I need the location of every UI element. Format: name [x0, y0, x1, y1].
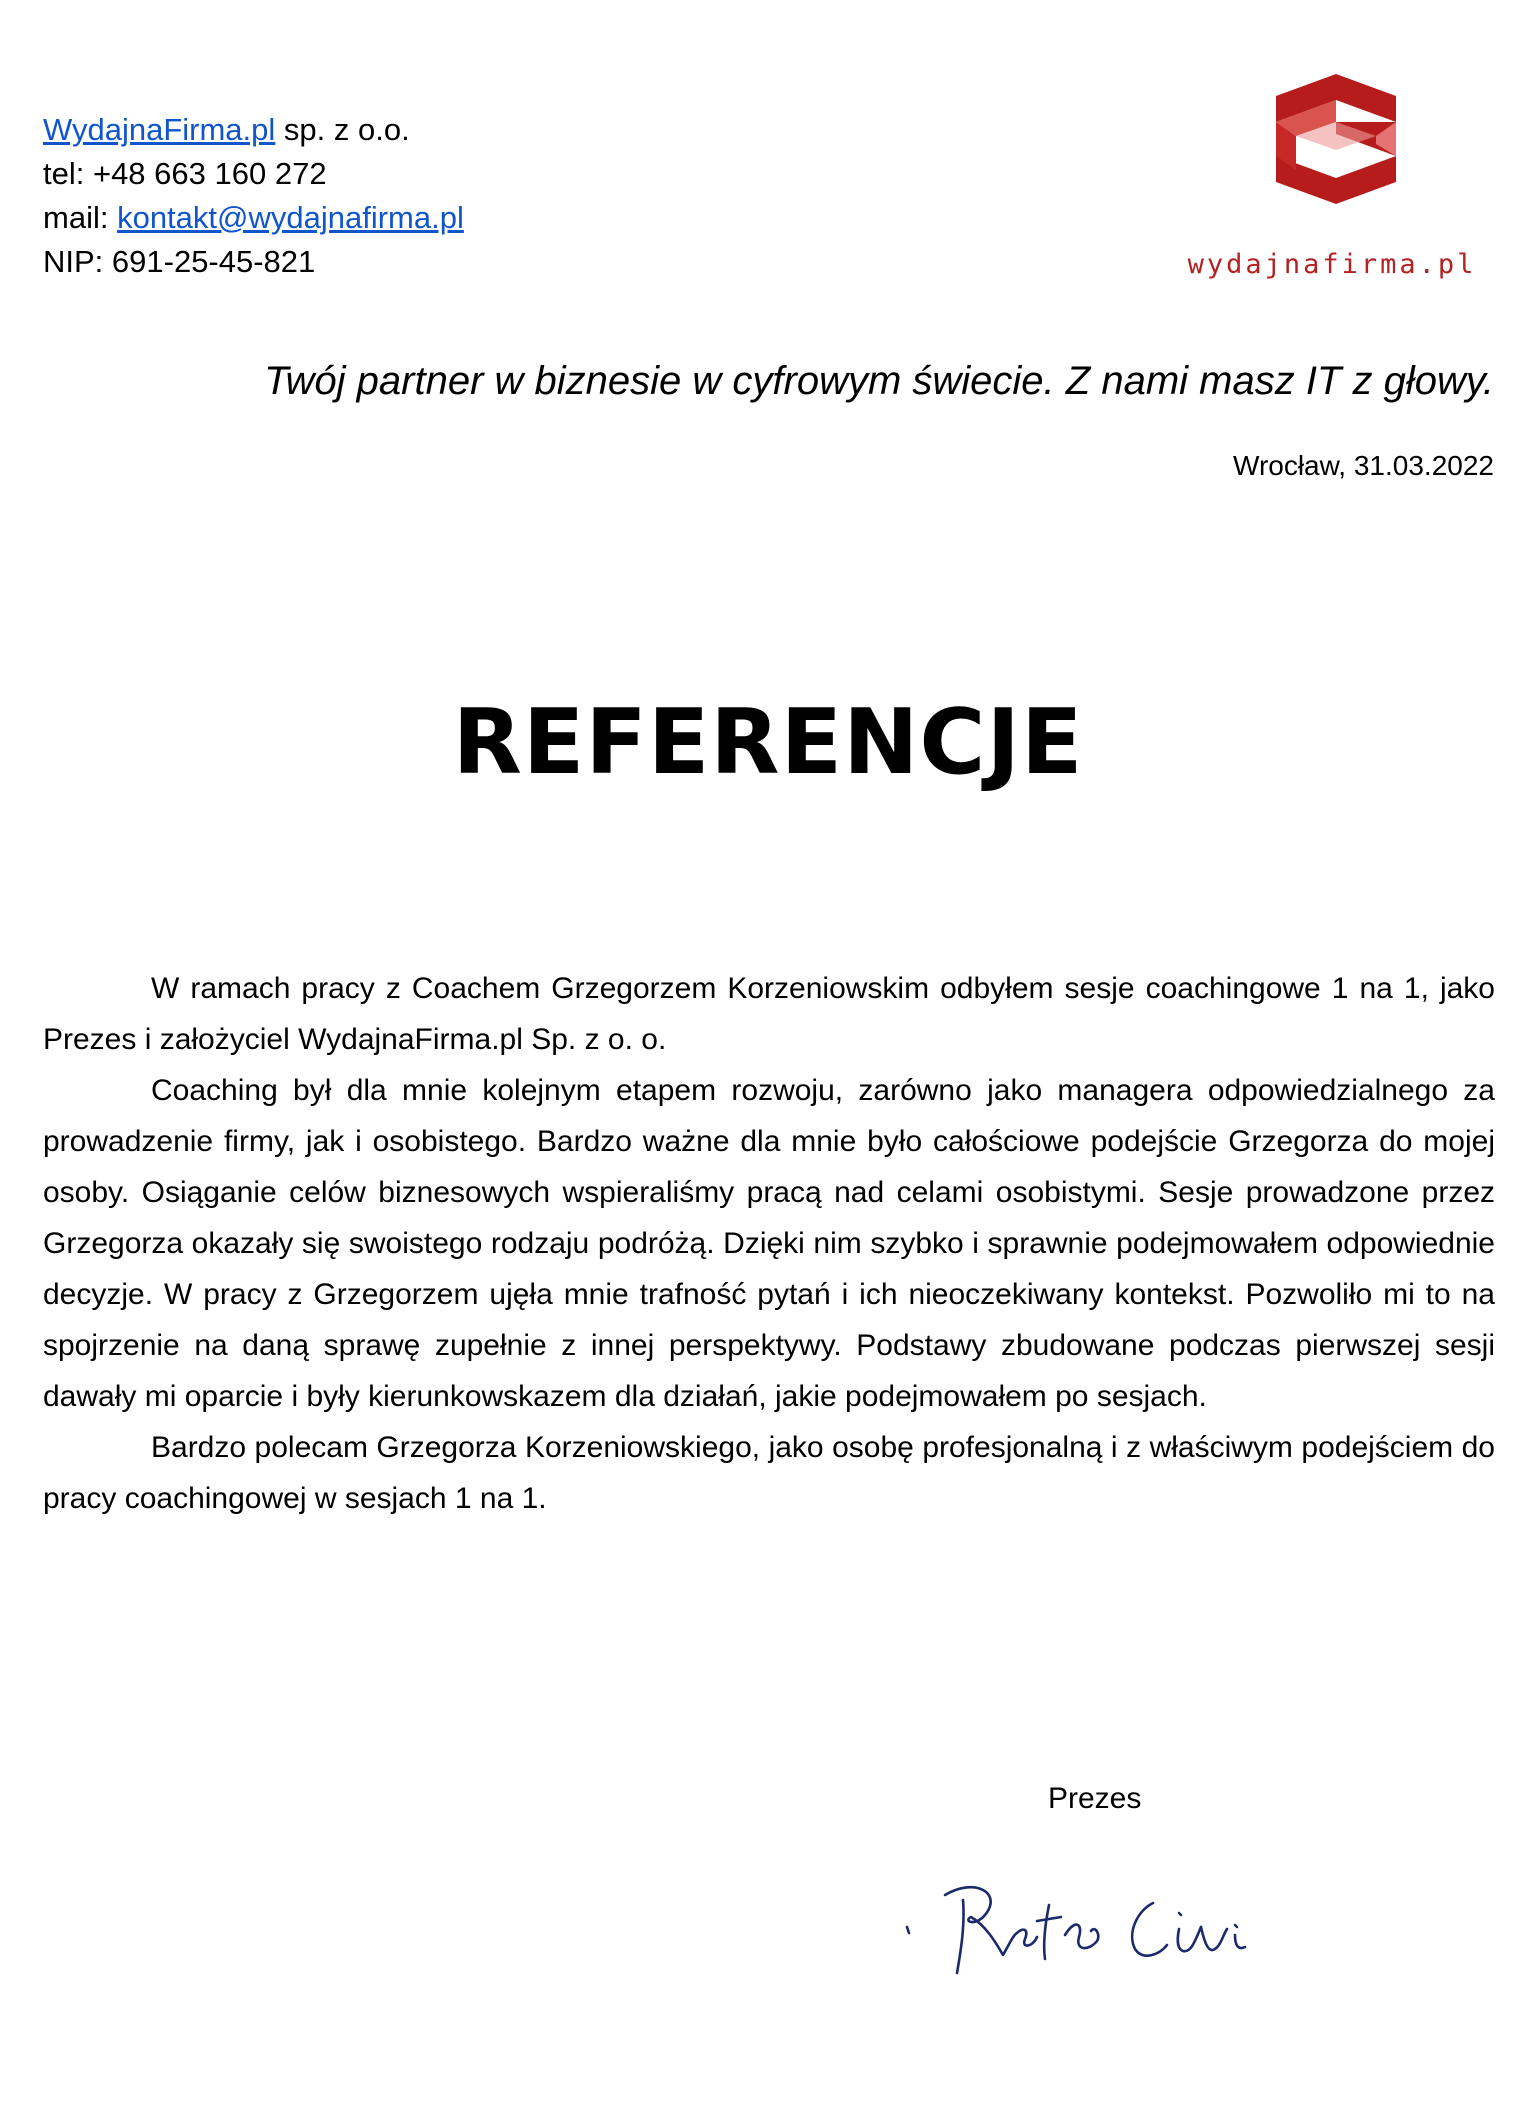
letter-paragraph: Bardzo polecam Grzegorza Korzeniowskiego, jako osobę profesjonalną i z właściwym podejściem do pracy coachingowej w sesjach 1 na 1. — [43, 1431, 1495, 1515]
document-title: REFERENCJE — [452, 690, 1084, 795]
nip-line: NIP: 691-25-45-821 — [43, 244, 316, 279]
email-line — [43, 196, 464, 240]
logo-mark-icon — [1256, 74, 1416, 204]
letter-paragraph: W ramach pracy z Coachem Grzegorzem Korzeniowskim odbyłem sesje coachingowe 1 na 1, jako Prezes i założyciel WydajnaFirma.pl Sp. z o. o. — [43, 972, 1495, 1056]
place-and-date: Wrocław, 31.03.2022 — [1233, 450, 1494, 481]
company-logo — [1166, 74, 1498, 294]
logo-wordmark: wydajnafirma.pl — [1187, 249, 1477, 280]
phone-line: tel: +48 663 160 272 — [43, 156, 327, 191]
company-name-line — [43, 108, 464, 152]
email-label: mail: — [43, 200, 118, 235]
letter-paragraph: Coaching był dla mnie kolejnym etapem rozwoju, zarówno jako managera odpowiedzialnego za prowadzenie firmy, jak i osobistego. Bardzo ważne dla mnie było całościowe podejście Grzegorza do mojej osoby. Osiąganie celów biznesowych wspieraliśmy pracą nad celami osobistymi. Sesje prowadzone przez Grzegorza okazały się swoistego rodzaju podróżą. Dzięki nim szybko i sprawnie podejmowałem odpowiednie decyzje. W pracy z Grzegorzem ujęła mnie trafność pytań i ich nieoczekiwany kontekst. Pozwoliło mi to na spojrzenie na daną sprawę zupełnie z innej perspektywy. Podstawy zbudowane podczas pierwszej sesji dawały mi oparcie i były kierunkowskazem dla działań, jakie podejmowałem po sesjach. — [43, 1074, 1495, 1413]
letter-body — [43, 963, 1495, 1524]
company-tagline: Twój partner w biznesie w cyfrowym świecie. Z nami masz IT z głowy. — [264, 359, 1494, 403]
handwritten-signature — [905, 1855, 1285, 1985]
email-link[interactable]: kontakt@wydajnafirma.pl — [117, 200, 464, 235]
company-contact-block — [43, 108, 464, 284]
signatory-role: Prezes — [1048, 1782, 1142, 1815]
company-legal-form: sp. z o.o. — [275, 112, 410, 147]
company-website-link[interactable]: WydajnaFirma.pl — [43, 112, 276, 147]
